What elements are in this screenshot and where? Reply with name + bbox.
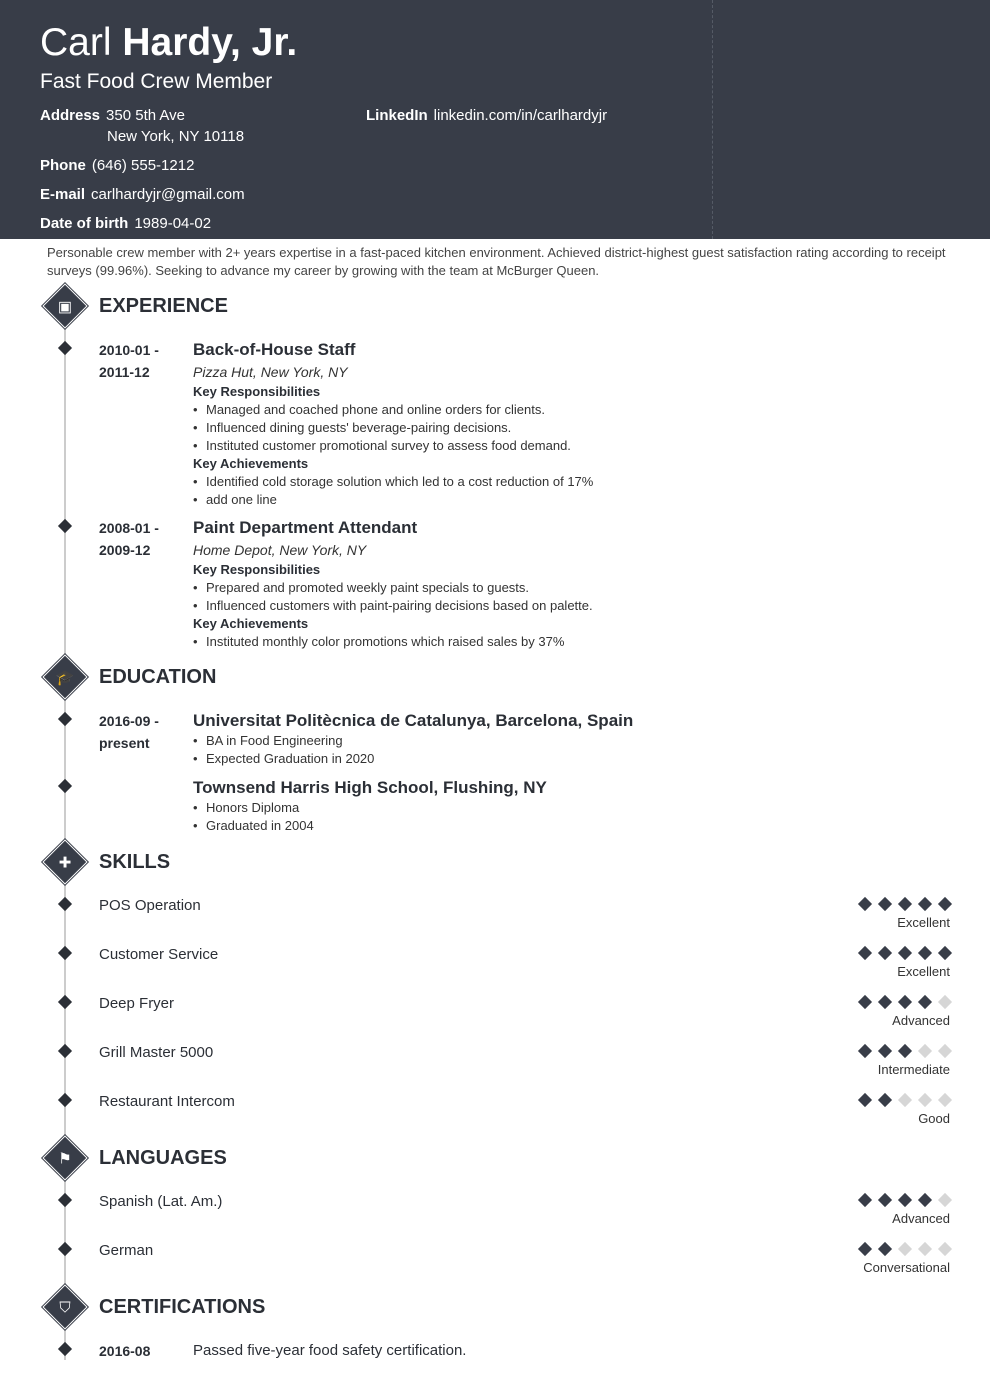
languages-rating <box>830 1195 950 1227</box>
rating-diamond-filled <box>858 1093 872 1107</box>
date-start: 2008-01 - <box>99 520 159 536</box>
rating-label: Advanced <box>892 1211 950 1226</box>
rating-diamond-filled <box>878 897 892 911</box>
company: Home Depot, New York, NY <box>193 542 367 558</box>
rating-diamond-filled <box>878 1242 892 1256</box>
certification-date: 2016-08 <box>99 1343 151 1359</box>
skills-rating <box>830 997 950 1029</box>
company: Pizza Hut, New York, NY <box>193 364 348 380</box>
bullet-item: • Graduated in 2004 <box>193 817 933 835</box>
bullet-item: • Instituted monthly color promotions which raised sales by 37% <box>193 633 933 651</box>
timeline-dot <box>58 897 72 911</box>
rating-diamond-filled <box>918 946 932 960</box>
certification-text: Passed five-year food safety certification. <box>193 1342 467 1359</box>
section-title-education: EDUCATION <box>99 666 217 688</box>
shield-icon-glyph: ⛉ <box>59 1299 71 1317</box>
job-title: Back-of-House Staff <box>193 340 356 359</box>
rating-diamond-empty <box>938 1044 952 1058</box>
rating-diamonds <box>830 997 950 1009</box>
timeline-dot <box>58 1242 72 1256</box>
briefcase-icon <box>42 283 87 328</box>
rating-diamond-filled <box>858 1193 872 1207</box>
section-title-experience: EXPERIENCE <box>99 295 228 317</box>
flag-icon <box>42 1135 87 1180</box>
education-entry <box>193 710 933 768</box>
phone-value: (646) 555-1212 <box>91 157 195 174</box>
languages-name: Spanish (Lat. Am.) <box>99 1193 223 1210</box>
linkedin-link[interactable]: linkedin.com/in/carlhardyjr <box>433 107 608 124</box>
achievements-heading: Key Achievements <box>193 456 309 471</box>
dob-label: Date of birth <box>40 215 129 232</box>
date-of-birth <box>40 214 211 234</box>
rating-diamond-filled <box>878 946 892 960</box>
rating-diamonds <box>830 1244 950 1256</box>
date-end: present <box>99 735 150 751</box>
skills-name: Restaurant Intercom <box>99 1093 235 1110</box>
rating-diamonds <box>830 1195 950 1207</box>
rating-label: Excellent <box>897 964 950 979</box>
rating-diamond-filled <box>938 946 952 960</box>
skills-name: Deep Fryer <box>99 995 175 1012</box>
graduation-cap-icon <box>42 654 87 699</box>
shield-icon <box>42 1284 87 1329</box>
bullet-item: • Influenced dining guests' beverage-pairing decisions. <box>193 419 933 437</box>
skills-rating <box>830 1046 950 1078</box>
bullet-item: • Instituted customer promotional survey to assess food demand. <box>193 437 933 455</box>
rating-label: Excellent <box>897 915 950 930</box>
rating-diamond-empty <box>938 1242 952 1256</box>
summary: Personable crew member with 2+ years expertise in a fast-paced kitchen environment. Achieved district-highest guest satisfaction rating according to receipt surveys (99.96%). Seeking to advance my career by growing with the team at McBurger Queen. <box>47 245 946 278</box>
rating-diamond-empty <box>918 1093 932 1107</box>
rating-diamond-empty <box>938 995 952 1009</box>
school-name: Universitat Politècnica de Catalunya, Barcelona, Spain <box>193 711 634 730</box>
bullet-item: • Identified cold storage solution which led to a cost reduction of 17% <box>193 473 933 491</box>
address-line2: New York, NY 10118 <box>107 128 245 145</box>
rating-diamond-filled <box>858 1242 872 1256</box>
linkedin <box>366 106 607 126</box>
rating-diamond-filled <box>918 1193 932 1207</box>
flag-icon-glyph: ⚑ <box>58 1150 72 1168</box>
rating-diamond-filled <box>898 995 912 1009</box>
rating-diamond-filled <box>898 897 912 911</box>
skills-rating <box>830 948 950 980</box>
candidate-name <box>40 20 297 66</box>
phone-label: Phone <box>40 157 86 174</box>
section-title-skills: SKILLS <box>99 851 171 873</box>
rating-diamond-filled <box>938 897 952 911</box>
rating-diamond-empty <box>918 1044 932 1058</box>
experience-date <box>99 517 189 561</box>
rating-diamond-filled <box>858 1044 872 1058</box>
rating-label: Intermediate <box>877 1062 950 1077</box>
rating-diamond-filled <box>878 1193 892 1207</box>
timeline-dot <box>58 1044 72 1058</box>
timeline-dot <box>58 1093 72 1107</box>
bullet-item: • Influenced customers with paint-pairing decisions based on palette. <box>193 597 933 615</box>
rating-diamond-filled <box>898 946 912 960</box>
date-start: 2010-01 - <box>99 342 159 358</box>
header-divider <box>712 0 713 239</box>
dob-value: 1989-04-02 <box>134 215 212 232</box>
bullet-item: • Honors Diploma <box>193 799 933 817</box>
school-name: Townsend Harris High School, Flushing, NY <box>193 778 547 797</box>
timeline-dot <box>58 1193 72 1207</box>
skills-name: Grill Master 5000 <box>99 1044 214 1061</box>
rating-diamond-filled <box>858 946 872 960</box>
rating-diamond-filled <box>918 897 932 911</box>
timeline-dot <box>58 519 72 533</box>
timeline-dot <box>58 779 72 793</box>
bullet-item: • BA in Food Engineering <box>193 732 933 750</box>
rating-diamond-filled <box>898 1044 912 1058</box>
email-value[interactable]: carlhardyjr@gmail.com <box>91 186 245 203</box>
responsibilities-heading: Key Responsibilities <box>193 562 321 577</box>
job-title: Fast Food Crew Member <box>40 70 273 93</box>
timeline-dot <box>58 1342 72 1356</box>
phone <box>40 156 194 176</box>
rating-label: Good <box>918 1111 950 1126</box>
rating-diamond-empty <box>938 1093 952 1107</box>
puzzle-icon <box>42 839 87 884</box>
address-label: Address <box>40 107 101 124</box>
skills-name: POS Operation <box>99 897 201 914</box>
rating-diamond-filled <box>918 995 932 1009</box>
rating-diamond-empty <box>918 1242 932 1256</box>
education-date <box>99 710 189 754</box>
skills-rating <box>830 899 950 931</box>
address-line1: 350 5th Ave <box>106 107 185 124</box>
header <box>0 0 990 239</box>
bullet-item: • add one line <box>193 491 933 509</box>
skills-name: Customer Service <box>99 946 219 963</box>
rating-label: Conversational <box>863 1260 950 1275</box>
experience-entry <box>193 339 933 509</box>
address <box>40 106 185 126</box>
graduation-cap-icon-glyph: 🎓 <box>55 669 75 687</box>
email-label: E-mail <box>40 186 86 203</box>
languages-rating <box>830 1244 950 1276</box>
rating-label: Advanced <box>892 1013 950 1028</box>
rating-diamond-empty <box>938 1193 952 1207</box>
experience-date <box>99 339 189 383</box>
rating-diamond-empty <box>898 1093 912 1107</box>
rating-diamond-filled <box>878 1044 892 1058</box>
rating-diamond-filled <box>898 1193 912 1207</box>
achievements-heading: Key Achievements <box>193 616 309 631</box>
responsibilities-heading: Key Responsibilities <box>193 384 321 399</box>
first-name: Carl <box>40 21 112 64</box>
section-title-languages: LANGUAGES <box>99 1147 227 1169</box>
education-entry <box>193 777 933 835</box>
briefcase-icon-glyph: ▣ <box>57 298 73 316</box>
bullet-item: • Expected Graduation in 2020 <box>193 750 933 768</box>
rating-diamonds <box>830 899 950 911</box>
rating-diamonds <box>830 948 950 960</box>
date-end: 2009-12 <box>99 542 151 558</box>
timeline-dot <box>58 995 72 1009</box>
linkedin-label: LinkedIn <box>366 107 428 124</box>
timeline-dot <box>58 946 72 960</box>
bullet-item: • Prepared and promoted weekly paint specials to guests. <box>193 579 933 597</box>
experience-entry <box>193 517 933 651</box>
email <box>40 185 245 205</box>
rating-diamonds <box>830 1046 950 1058</box>
languages-name: German <box>99 1242 154 1259</box>
last-name: Hardy, Jr. <box>122 21 298 64</box>
date-start: 2016-09 - <box>99 713 159 729</box>
timeline-dot <box>58 341 72 355</box>
bullet-item: • Managed and coached phone and online orders for clients. <box>193 401 933 419</box>
rating-diamond-empty <box>898 1242 912 1256</box>
rating-diamond-filled <box>878 995 892 1009</box>
job-title: Paint Department Attendant <box>193 518 418 537</box>
puzzle-icon-glyph: ✚ <box>58 854 72 872</box>
date-end: 2011-12 <box>99 364 150 380</box>
section-title-certifications: CERTIFICATIONS <box>99 1296 266 1318</box>
rating-diamond-filled <box>858 995 872 1009</box>
rating-diamond-filled <box>878 1093 892 1107</box>
rating-diamonds <box>830 1095 950 1107</box>
skills-rating <box>830 1095 950 1127</box>
rating-diamond-filled <box>858 897 872 911</box>
timeline-dot <box>58 712 72 726</box>
